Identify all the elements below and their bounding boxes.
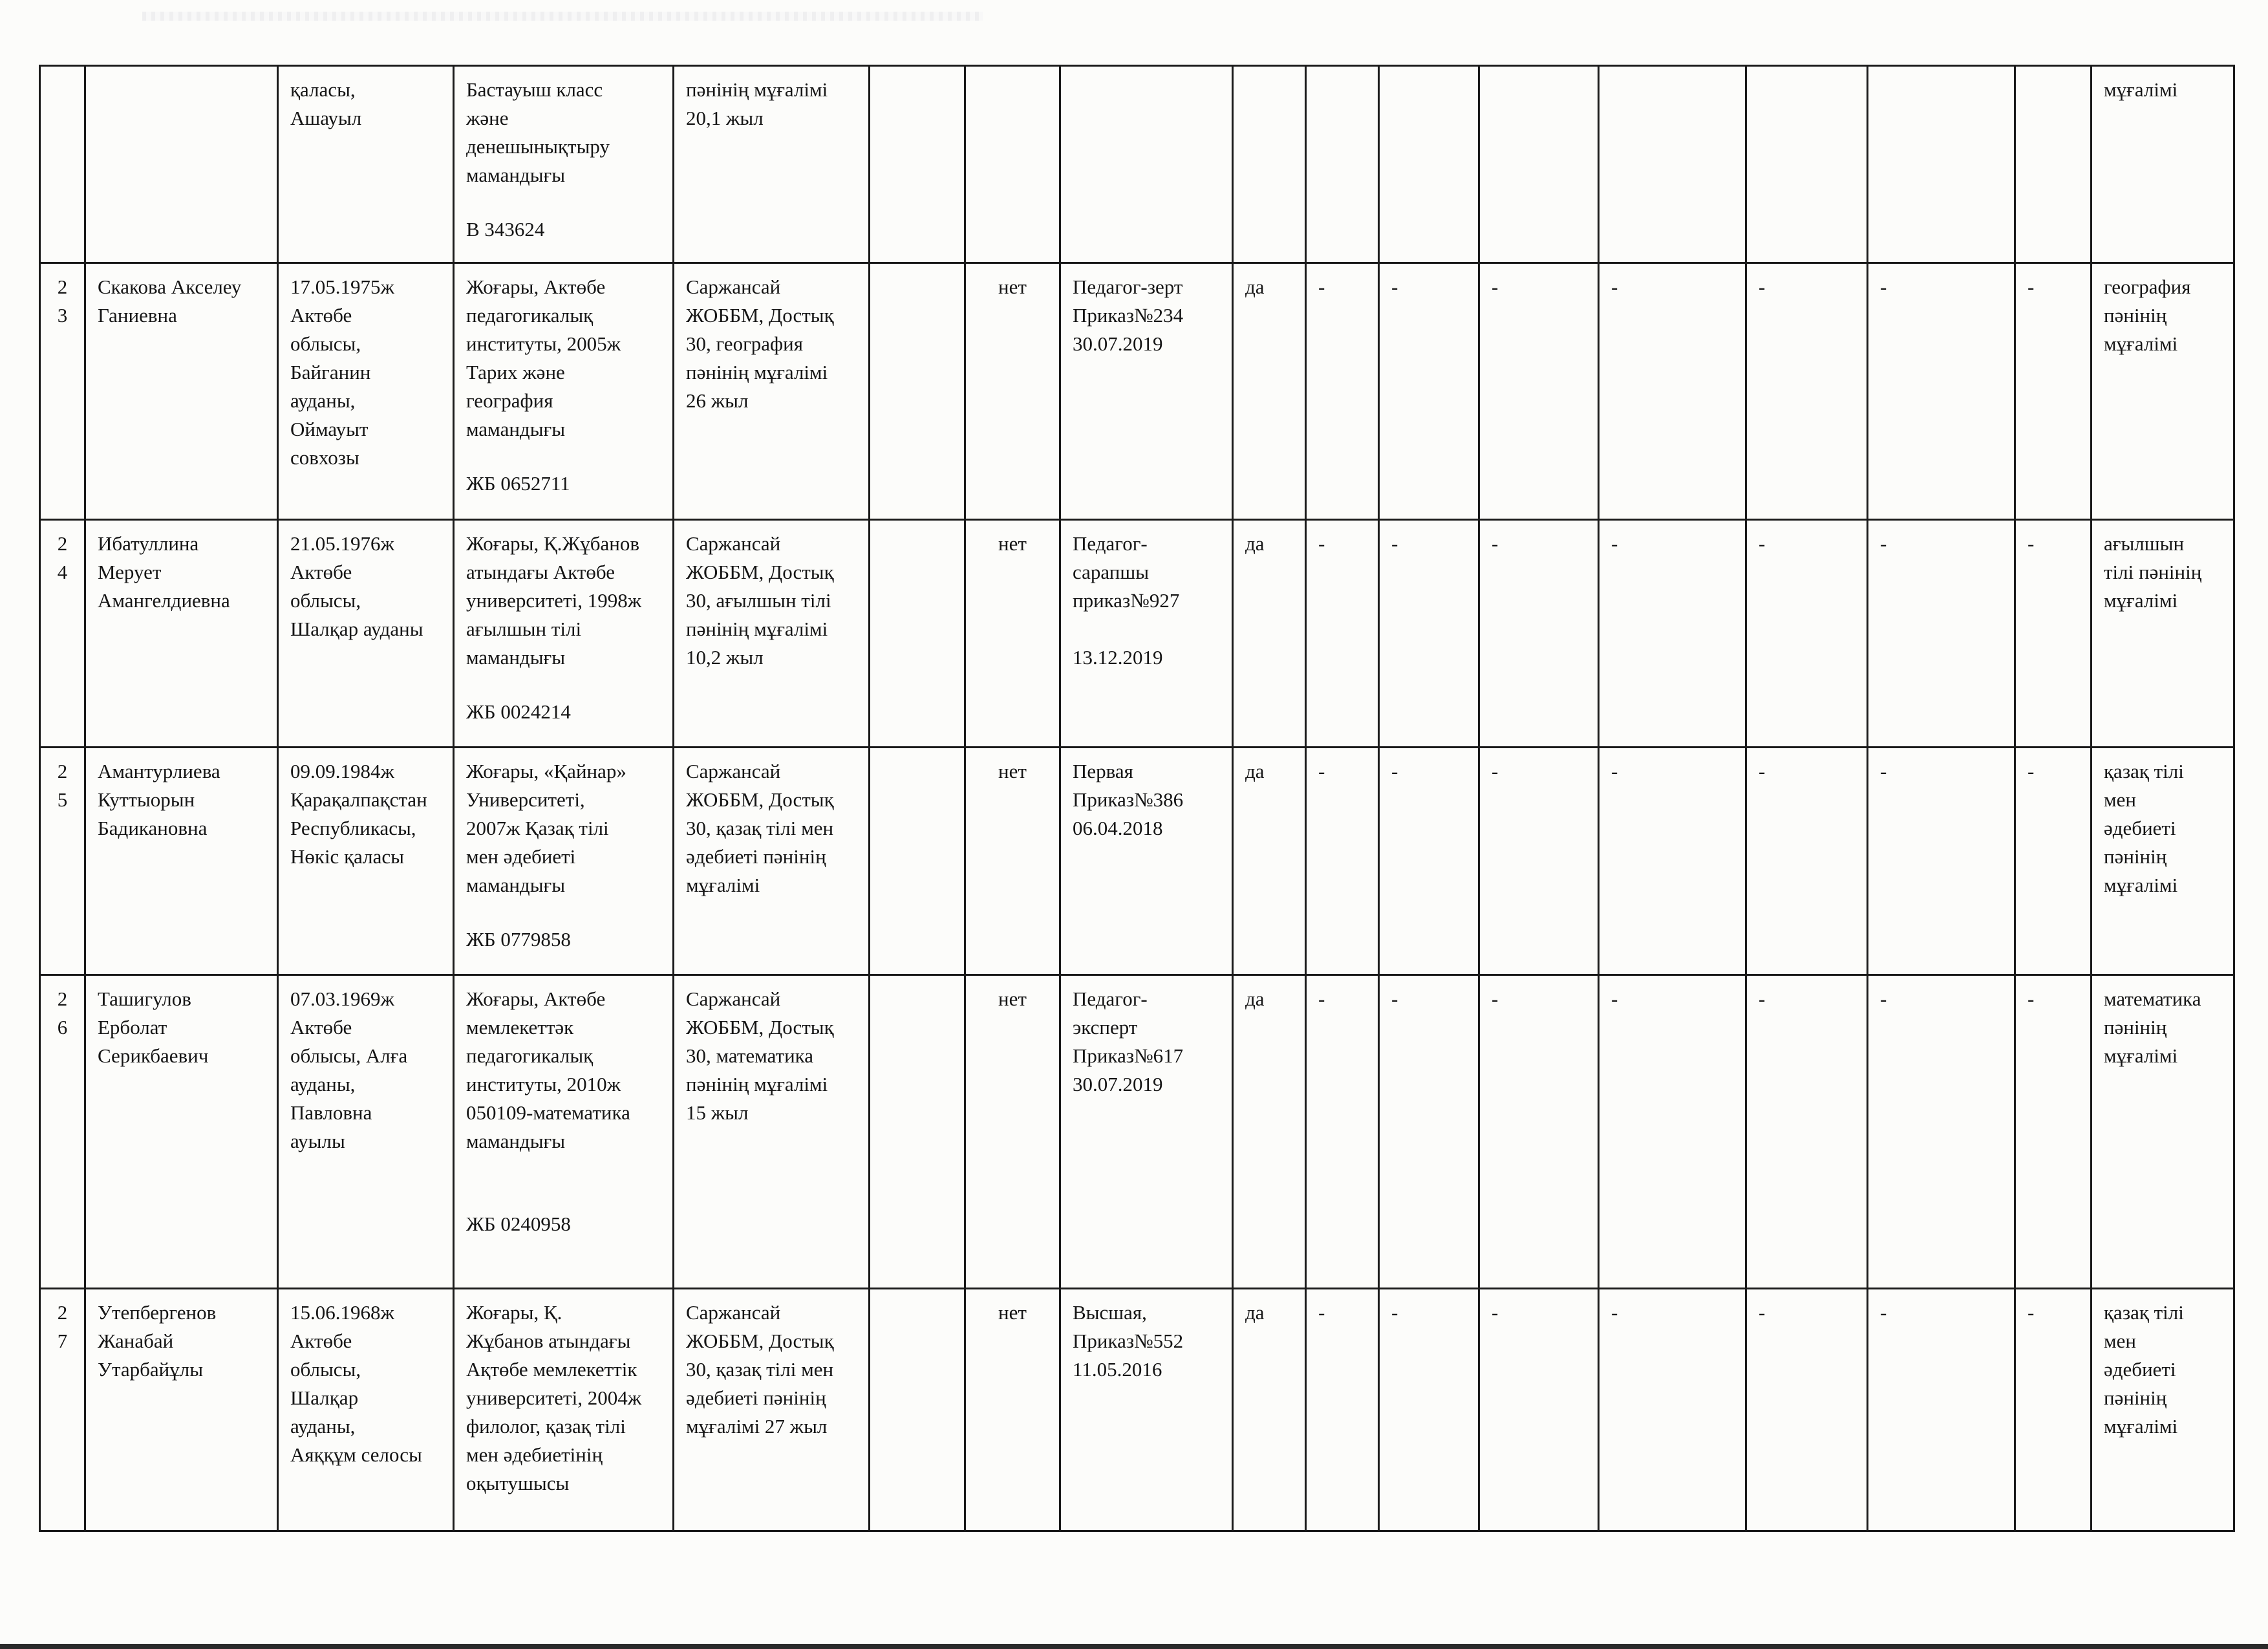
row-number-digit: 6 [57, 1016, 68, 1039]
education-cell [454, 520, 674, 748]
qualification-category-cell: Первая Приказ№386 06.04.2018 [1060, 748, 1233, 975]
birth-date-place-cell: 17.05.1975ж Актөбе облысы, Байганин ауданы, Оймауыт совхозы [278, 263, 454, 520]
row-number-digit: 2 [57, 987, 68, 1010]
dash-cell [2015, 66, 2091, 263]
spacer [466, 1498, 661, 1524]
empty-cell [870, 975, 965, 1289]
dash-cell: - [1868, 975, 2015, 1289]
flag-cell: нет [965, 263, 1060, 520]
row-number-cell [40, 520, 85, 748]
dash-cell [1479, 66, 1599, 263]
dash-cell: - [1479, 1289, 1599, 1531]
empty-cell [870, 1289, 965, 1531]
spacer [466, 900, 661, 925]
dash-cell: - [1479, 263, 1599, 520]
dash-cell: - [1599, 520, 1746, 748]
flag-yes-cell [1233, 66, 1306, 263]
birth-date-place-cell: 07.03.1969ж Актөбе облысы, Алға ауданы, Павловна ауылы [278, 975, 454, 1289]
dash-cell: - [2015, 1289, 2091, 1531]
flag-yes-cell: да [1233, 748, 1306, 975]
flag-yes-cell: да [1233, 1289, 1306, 1531]
dash-cell: - [1746, 1289, 1868, 1531]
staff-table [39, 65, 2235, 1532]
position-cell: география пәнінің мұғалімі [2091, 263, 2234, 520]
dash-cell: - [1599, 263, 1746, 520]
education-cell [454, 66, 674, 263]
dash-cell: - [1479, 975, 1599, 1289]
workplace-experience-cell: пәнінің мұғалімі 20,1 жыл [674, 66, 870, 263]
flag-cell: нет [965, 975, 1060, 1289]
dash-cell: - [1379, 520, 1479, 748]
flag-yes-cell: да [1233, 975, 1306, 1289]
flag-yes-cell: да [1233, 520, 1306, 748]
dash-cell: - [1868, 1289, 2015, 1531]
dash-cell: - [1479, 748, 1599, 975]
dash-cell [1746, 66, 1868, 263]
dash-cell [1379, 66, 1479, 263]
dash-cell [1599, 66, 1746, 263]
dash-cell: - [1306, 520, 1379, 748]
birth-date-place-cell: 09.09.1984ж Қарақалпақстан Республикасы, Нөкіс қаласы [278, 748, 454, 975]
spacer [466, 672, 661, 698]
full-name-cell: Утепбергенов Жанабай Утарбайұлы [85, 1289, 278, 1531]
education-text: Жоғары, Актөбе мемлекеттәк педагогикалық институты, 2010ж 050109-математика мамандығы [466, 987, 630, 1152]
qualification-category-cell: Педагог- эксперт Приказ№617 30.07.2019 [1060, 975, 1233, 1289]
birth-date-place-cell: 21.05.1976ж Актөбе облысы, Шалқар ауданы [278, 520, 454, 748]
dash-cell: - [1379, 975, 1479, 1289]
dash-cell: - [1379, 263, 1479, 520]
row-number-cell [40, 1289, 85, 1531]
table-row [40, 520, 2234, 748]
spacer [466, 444, 661, 469]
dash-cell: - [1746, 263, 1868, 520]
spacer [466, 189, 661, 215]
diploma-number: ЖБ 0779858 [466, 928, 571, 951]
row-number-digit: 7 [57, 1330, 68, 1352]
diploma-number: ЖБ 0652711 [466, 472, 570, 495]
scan-artifact-bottom [0, 1644, 2268, 1649]
dash-cell: - [1746, 520, 1868, 748]
dash-cell: - [1306, 1289, 1379, 1531]
qualification-category-cell: Педагог- сарапшы приказ№927 13.12.2019 [1060, 520, 1233, 748]
row-number-digit: 5 [57, 788, 68, 811]
workplace-experience-cell: Саржансай ЖОББМ, Достық 30, география пәнінің мұғалімі 26 жыл [674, 263, 870, 520]
dash-cell: - [1746, 975, 1868, 1289]
dash-cell: - [1868, 748, 2015, 975]
education-text: Жоғары, Қ.Жұбанов атындағы Актөбе университеті, 1998ж ағылшын тілі мамандығы [466, 532, 642, 669]
dash-cell: - [1746, 748, 1868, 975]
table-row [40, 66, 2234, 263]
diploma-number: В 343624 [466, 218, 545, 241]
education-text: Жоғары, Қ. Жұбанов атындағы Ақтөбе мемлекеттік университеті, 2004ж филолог, қазақ тілі мен әдебиетінің оқытушысы [466, 1301, 642, 1494]
row-number-digit: 2 [57, 532, 68, 555]
diploma-number: ЖБ 0024214 [466, 700, 571, 723]
flag-cell: нет [965, 1289, 1060, 1531]
table-row [40, 1289, 2234, 1531]
education-cell [454, 748, 674, 975]
dash-cell [1868, 66, 2015, 263]
dash-cell: - [1306, 748, 1379, 975]
qualification-category-cell: Педагог-зерт Приказ№234 30.07.2019 [1060, 263, 1233, 520]
education-cell [454, 975, 674, 1289]
dash-cell: - [2015, 263, 2091, 520]
position-cell: мұғалімі [2091, 66, 2234, 263]
dash-cell: - [1306, 975, 1379, 1289]
position-cell: математика пәнінің мұғалімі [2091, 975, 2234, 1289]
workplace-experience-cell: Саржансай ЖОББМ, Достық 30, қазақ тілі мен әдебиеті пәнінің мұғалімі 27 жыл [674, 1289, 870, 1531]
table-row [40, 975, 2234, 1289]
full-name-cell: Скакова Акселеу Ганиевна [85, 263, 278, 520]
spacer [466, 1184, 661, 1210]
empty-cell [870, 263, 965, 520]
dash-cell: - [1599, 748, 1746, 975]
row-number-digit: 2 [57, 275, 68, 298]
education-text: Жоғары, «Қайнар» Университеті, 2007ж Қазақ тілі мен әдебиеті мамандығы [466, 760, 626, 896]
dash-cell [1306, 66, 1379, 263]
row-number-cell [40, 66, 85, 263]
dash-cell: - [1599, 1289, 1746, 1531]
empty-cell [870, 66, 965, 263]
position-cell: қазақ тілі мен әдебиеті пәнінің мұғалімі [2091, 748, 2234, 975]
row-number-cell [40, 263, 85, 520]
dash-cell: - [2015, 748, 2091, 975]
dash-cell: - [1379, 748, 1479, 975]
position-cell: қазақ тілі мен әдебиеті пәнінің мұғалімі [2091, 1289, 2234, 1531]
full-name-cell: Ибатуллина Мерует Амангелдиевна [85, 520, 278, 748]
education-text: Жоғары, Актөбе педагогикалық институты, 2005ж Тарих және география мамандығы [466, 275, 621, 440]
row-number-digit: 2 [57, 760, 68, 782]
education-cell [454, 1289, 674, 1531]
row-number-cell [40, 975, 85, 1289]
qualification-category-cell: Высшая, Приказ№552 11.05.2016 [1060, 1289, 1233, 1531]
qualification-category-cell [1060, 66, 1233, 263]
row-number-digit: 3 [57, 304, 68, 327]
scan-artifact-top [142, 12, 983, 21]
workplace-experience-cell: Саржансай ЖОББМ, Достық 30, математика пәнінің мұғалімі 15 жыл [674, 975, 870, 1289]
row-number-digit: 2 [57, 1301, 68, 1324]
table-row [40, 748, 2234, 975]
row-number-cell [40, 748, 85, 975]
full-name-cell: Ташигулов Ерболат Серикбаевич [85, 975, 278, 1289]
flag-cell: нет [965, 520, 1060, 748]
table-row [40, 263, 2234, 520]
education-cell [454, 263, 674, 520]
dash-cell: - [1868, 520, 2015, 748]
dash-cell: - [2015, 520, 2091, 748]
empty-cell [870, 748, 965, 975]
dash-cell: - [1306, 263, 1379, 520]
position-cell: ағылшын тілі пәнінің мұғалімі [2091, 520, 2234, 748]
row-number-digit: 4 [57, 561, 68, 583]
full-name-cell [85, 66, 278, 263]
dash-cell: - [1868, 263, 2015, 520]
birth-date-place-cell: қаласы, Ашауыл [278, 66, 454, 263]
workplace-experience-cell: Саржансай ЖОББМ, Достық 30, ағылшын тілі пәнінің мұғалімі 10,2 жыл [674, 520, 870, 748]
full-name-cell: Амантурлиева Куттыорын Бадикановна [85, 748, 278, 975]
dash-cell: - [1379, 1289, 1479, 1531]
education-text: Бастауыш класс және денешынықтыру мамандығы [466, 78, 610, 186]
dash-cell: - [2015, 975, 2091, 1289]
diploma-number: ЖБ 0240958 [466, 1212, 571, 1235]
workplace-experience-cell: Саржансай ЖОББМ, Достық 30, қазақ тілі мен әдебиеті пәнінің мұғалімі [674, 748, 870, 975]
dash-cell: - [1599, 975, 1746, 1289]
flag-cell [965, 66, 1060, 263]
empty-cell [870, 520, 965, 748]
dash-cell: - [1479, 520, 1599, 748]
birth-date-place-cell: 15.06.1968ж Актөбе облысы, Шалқар ауданы, Аяққұм селосы [278, 1289, 454, 1531]
flag-yes-cell: да [1233, 263, 1306, 520]
flag-cell: нет [965, 748, 1060, 975]
